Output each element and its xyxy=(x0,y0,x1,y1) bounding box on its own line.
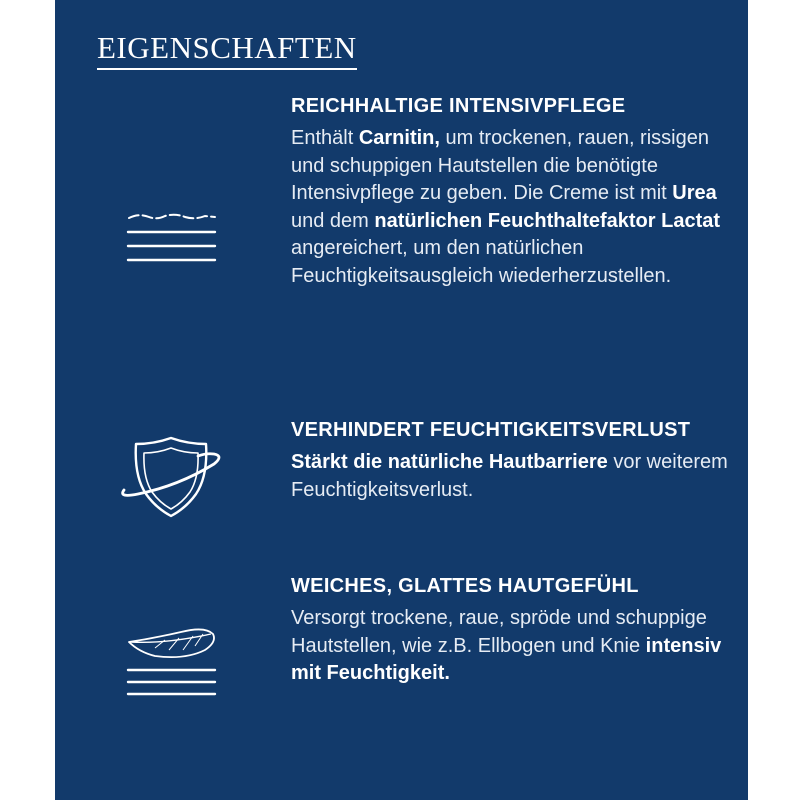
feature-text xyxy=(291,125,741,290)
text-run: und dem xyxy=(291,209,375,232)
text-run: Enthält xyxy=(291,127,359,149)
text-run: Carnitin, xyxy=(358,127,440,149)
page-title: EIGENSCHAFTEN xyxy=(97,30,357,70)
feature-intensive-care xyxy=(291,92,741,290)
feature-title: WEICHES, GLATTES HAUTGEFÜHL xyxy=(291,575,639,597)
text-run: vor weiterem Feuchtigkeitsverlust. xyxy=(291,451,728,501)
text-run: intensiv mit Feuchtigkeit. xyxy=(291,634,722,684)
text-run: Versorgt trockene, raue, spröde und schuppige Hautstellen, wie z.B. Ellbogen und Knie xyxy=(291,607,707,657)
text-run: um trockenen, rauen, rissigen und schuppigen Hautstellen die benötigte Intensivpflege zu geben. Die Creme ist mit xyxy=(291,127,709,204)
feather-lines-icon xyxy=(125,622,219,700)
shield-orbit-icon xyxy=(118,432,224,520)
feature-title: REICHHALTIGE INTENSIVPFLEGE xyxy=(291,95,626,117)
feature-smooth-skin xyxy=(291,572,741,688)
feature-text xyxy=(291,449,741,504)
layered-lines-icon xyxy=(125,206,219,266)
feature-panel xyxy=(55,0,748,800)
text-run: natürlichen Feuchthaltefaktor Lactat xyxy=(374,209,721,232)
text-run: angereichert, um den natürlichen Feuchtigkeitsausgleich wiederherzustellen. xyxy=(291,237,672,287)
feature-title: VERHINDERT FEUCHTIGKEITSVERLUST xyxy=(291,419,691,441)
text-run: Urea xyxy=(672,182,717,204)
feature-text xyxy=(291,605,741,688)
feature-moisture-loss xyxy=(291,416,741,504)
text-run: Stärkt die natürliche Hautbarriere xyxy=(291,451,608,473)
